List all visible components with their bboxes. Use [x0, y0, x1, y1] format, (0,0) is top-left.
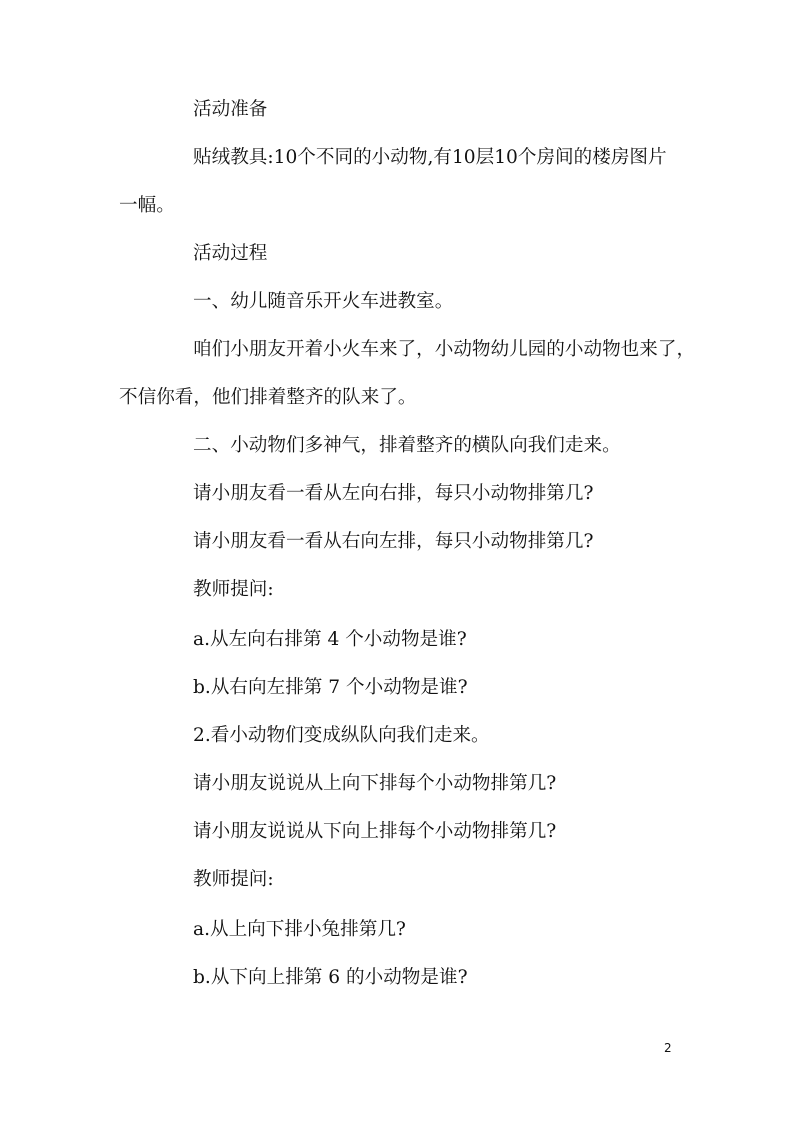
paragraph-right-to-left: 请小朋友看一看从右向左排，每只小动物排第几? [193, 531, 594, 552]
paragraph-activity-prep-heading: 活动准备 [193, 99, 268, 120]
paragraph-question-a1: a.从左向右排第 4 个小动物是谁? [193, 629, 467, 650]
paragraph-train-intro [119, 326, 699, 422]
paragraph-question-b1: b.从右向左排第 7 个小动物是谁? [193, 677, 468, 698]
paragraph-bottom-to-top: 请小朋友说说从下向上排每个小动物排第几? [193, 821, 557, 842]
paragraph-question-b2: b.从下向上排第 6 的小动物是谁? [193, 967, 468, 988]
paragraph-activity-process-heading: 活动过程 [193, 243, 268, 264]
paragraph-left-to-right: 请小朋友看一看从左向右排，每只小动物排第几? [193, 483, 594, 504]
paragraph-train-intro-line2: 不信你看，他们排着整齐的队来了。 [119, 387, 417, 408]
paragraph-train-intro-line1: 咱们小朋友开着小火车来了，小动物幼儿园的小动物也来了， [193, 339, 696, 360]
paragraph-step-one: 一、幼儿随音乐开火车进教室。 [193, 291, 454, 312]
paragraph-teacher-question-heading-2: 教师提问: [193, 869, 274, 890]
paragraph-materials-line2: 一幅。 [119, 195, 175, 216]
paragraph-materials [119, 134, 699, 230]
paragraph-question-a2: a.从上向下排小兔排第几? [193, 919, 406, 940]
paragraph-materials-line1: 贴绒教具:10个不同的小动物,有10层10个房间的楼房图片 [193, 147, 667, 168]
page-number: 2 [664, 1041, 672, 1055]
paragraph-step-two: 二、小动物们多神气，排着整齐的横队向我们走来。 [193, 435, 621, 456]
paragraph-top-to-bottom: 请小朋友说说从上向下排每个小动物排第几? [193, 773, 557, 794]
paragraph-step-column: 2.看小动物们变成纵队向我们走来。 [193, 725, 490, 746]
paragraph-teacher-question-heading-1: 教师提问: [193, 579, 274, 600]
